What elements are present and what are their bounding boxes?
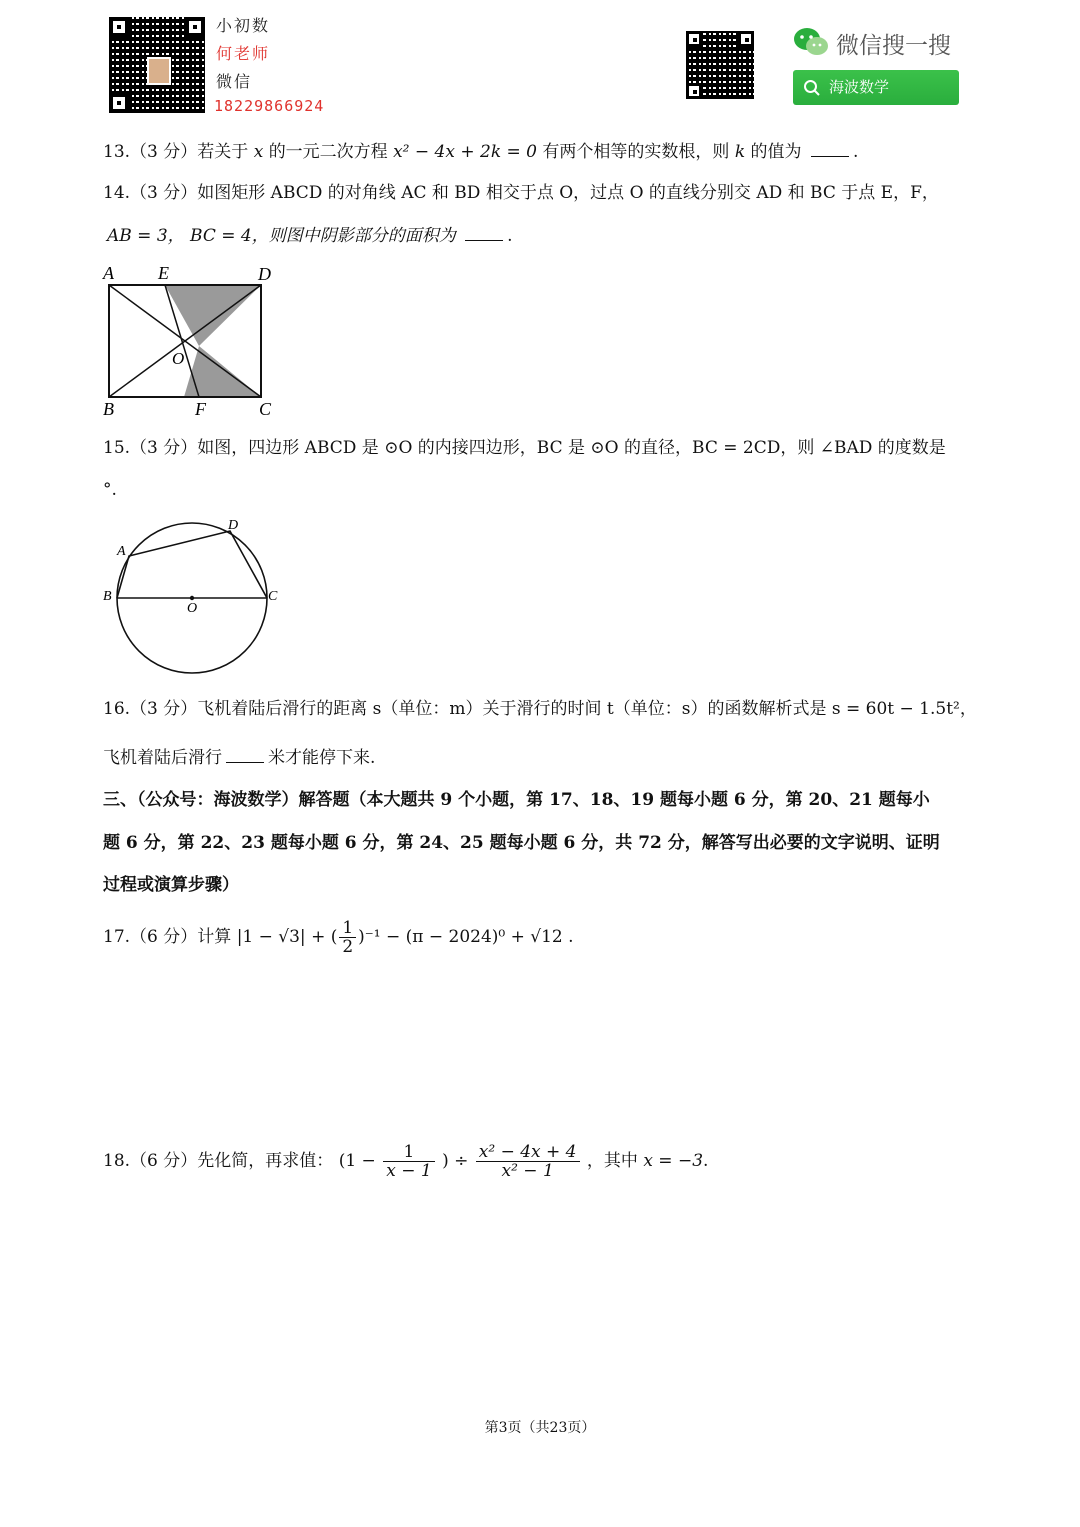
search-title: 微信搜一搜	[836, 33, 951, 59]
qr-code-left	[109, 17, 205, 113]
question-14-line1: 14.（3 分）如图矩形 ABCD 的对角线 AC 和 BD 相交于点 O，过点 O 的直线分别交 AD 和 BC 于点 E，F，	[103, 183, 939, 203]
avatar	[147, 57, 171, 85]
label-a: A	[117, 544, 126, 559]
search-icon	[803, 79, 821, 97]
label-f: F	[195, 399, 206, 419]
page-footer: 第3页（共23页）	[484, 1420, 596, 1436]
search-button-label: 海波数学	[829, 78, 890, 96]
label-o: O	[187, 601, 198, 616]
question-14-line2: AB = 3， BC = 4，则图中阴影部分的面积为 .	[107, 226, 513, 246]
label-a: A	[103, 263, 114, 283]
header-label-2: 何老师	[216, 44, 271, 63]
label-b: B	[103, 589, 112, 604]
rectangle-figure	[98, 260, 288, 422]
center-point	[190, 596, 194, 600]
quadrilateral-abcd	[117, 531, 267, 598]
question-17: 17.（6 分）计算 |1 − √3| + ( $\frac{1}{2}$ )⁻¹ − (π − 2024)⁰ + √12 .	[103, 918, 574, 957]
label-c: C	[259, 399, 272, 419]
section-3-line3: 过程或演算步骤）	[103, 875, 239, 895]
answer-blank	[465, 226, 503, 241]
label-b: B	[103, 399, 114, 419]
label-o: O	[172, 349, 185, 368]
fraction-half: $\frac{1}{2}$	[339, 919, 356, 956]
answer-blank	[811, 142, 849, 157]
search-button[interactable]	[793, 70, 959, 105]
question-18: 18.（6 分）先化简，再求值： (1 − $\frac{1}{x - 1}$ ) ÷ $\frac{\text{x² − 4x + 4}}{\text{x² − 1}}$ ，其中 x = −3.	[103, 1142, 709, 1181]
header-label-1: 小初数	[216, 16, 271, 35]
circle-figure	[98, 512, 288, 674]
phone-number: 18229866924	[214, 97, 325, 115]
fraction-2: $\frac{\text{x² − 4x + 4}}{\text{x² − 1}}$	[476, 1143, 580, 1180]
label-c: C	[268, 589, 278, 604]
answer-blank	[226, 748, 264, 763]
fraction-1: $\frac{1}{x - 1}$	[383, 1143, 434, 1180]
question-15-line2: °.	[103, 480, 117, 500]
section-3-line1: 三、（公众号：海波数学）解答题（本大题共 9 个小题，第 17、18、19 题每小题 6 分，第 20、21 题每小	[103, 790, 930, 810]
question-16-line1: 16.（3 分）飞机着陆后滑行的距离 s（单位：m）关于滑行的时间 t（单位：s）的函数解析式是 s = 60t − 1.5t²，	[103, 699, 977, 719]
header-label-3: 微信	[216, 72, 253, 91]
label-d: D	[228, 518, 239, 533]
qr-code-right	[686, 31, 754, 99]
wechat-icon	[792, 26, 830, 58]
section-3-line2: 题 6 分，第 22、23 题每小题 6 分，第 24、25 题每小题 6 分，共 72 分，解答写出必要的文字说明、证明	[103, 833, 940, 853]
question-13: 13.（3 分）若关于 x 的一元二次方程 x² − 4x + 2k = 0 有两个相等的实数根，则 k 的值为 .	[103, 142, 859, 162]
question-15-line1: 15.（3 分）如图，四边形 ABCD 是 ⊙O 的内接四边形，BC 是 ⊙O 的直径，BC = 2CD，则 ∠BAD 的度数是	[103, 438, 946, 458]
label-d: D	[258, 264, 271, 284]
label-e: E	[158, 263, 169, 283]
question-16-line2: 飞机着陆后滑行 米才能停下来.	[103, 748, 376, 768]
